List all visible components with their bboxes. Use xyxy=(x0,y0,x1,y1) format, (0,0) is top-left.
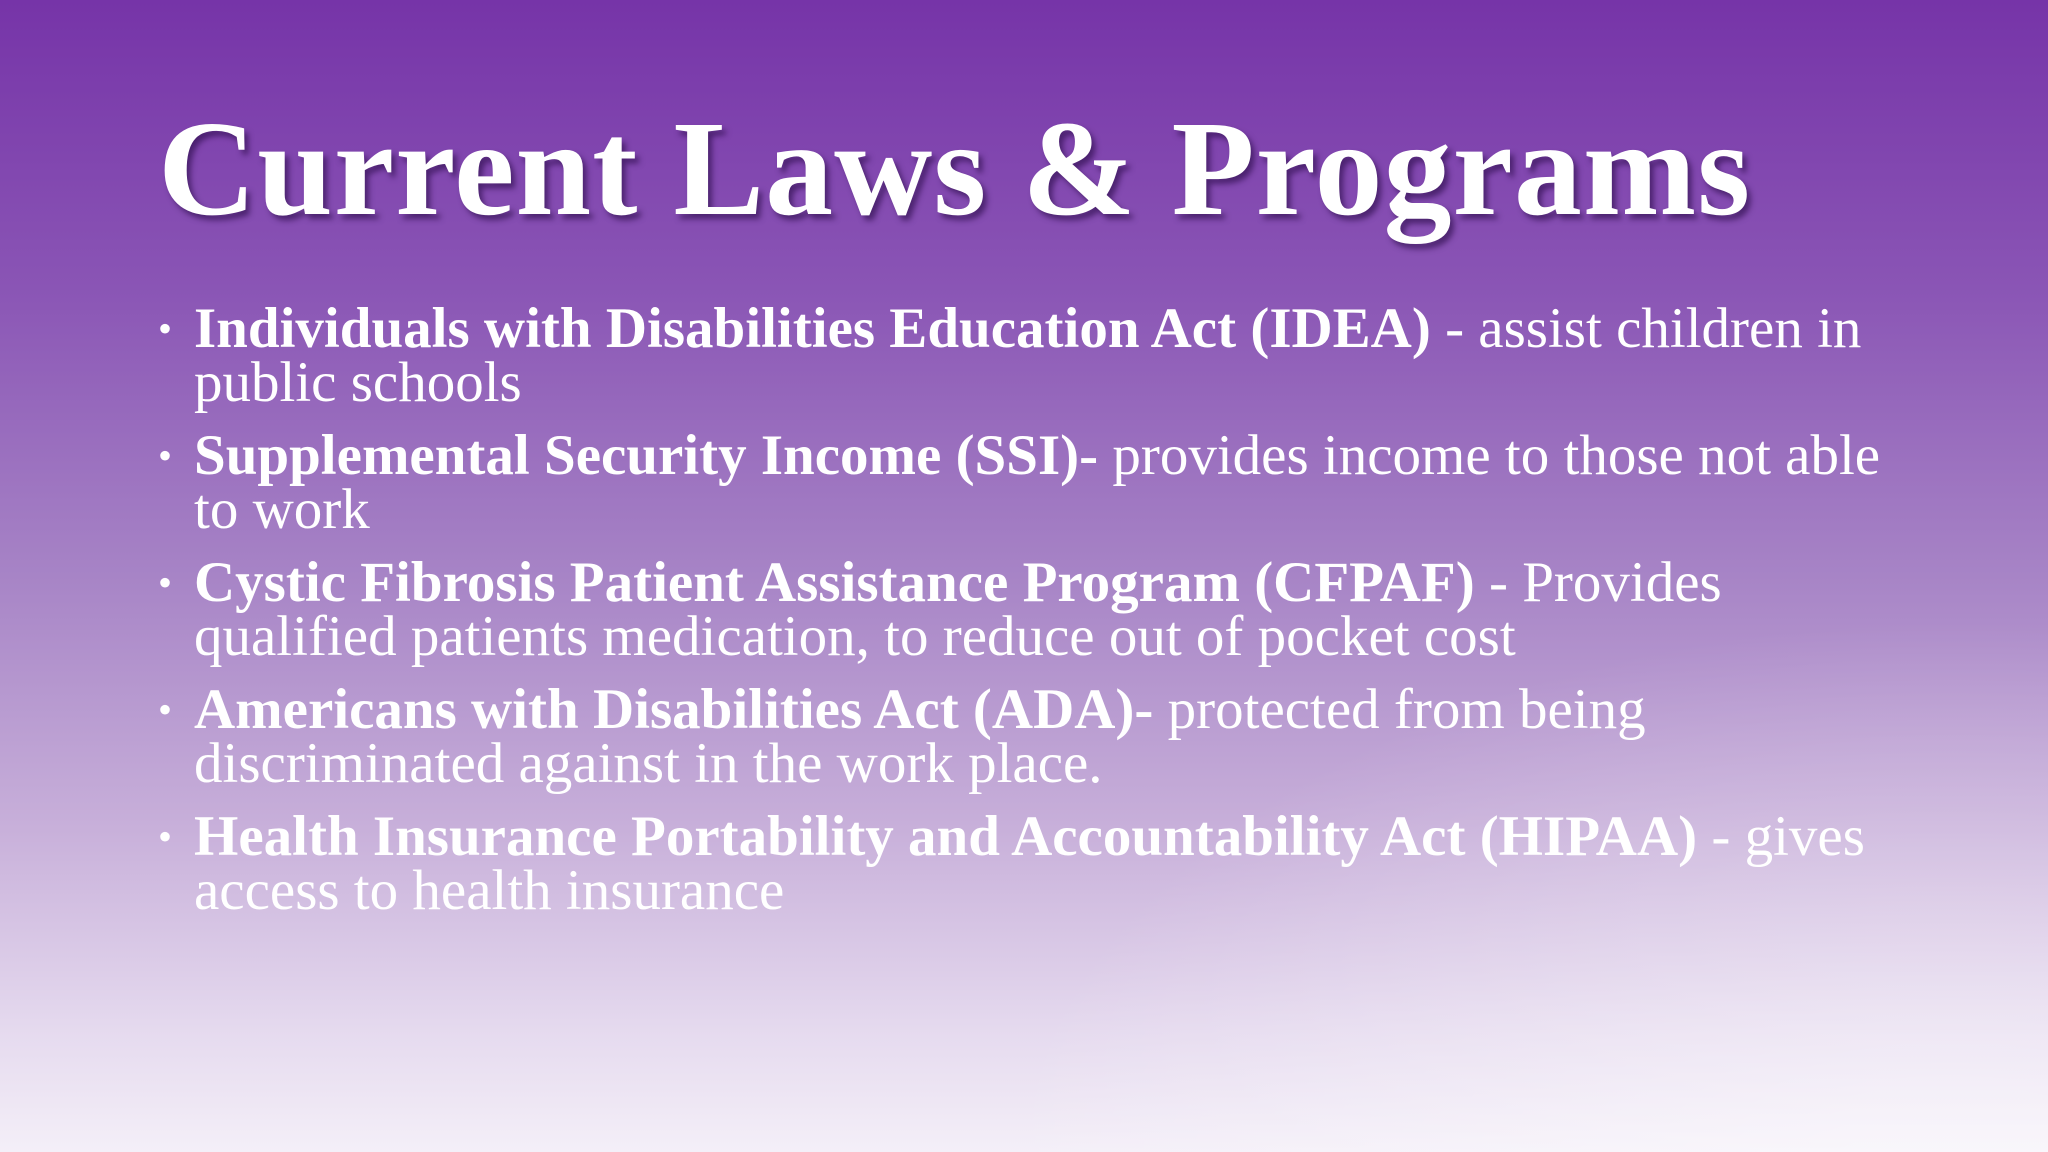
bullet-description: - Provides qualified patients medication, to reduce out of pocket cost xyxy=(194,551,1722,668)
bullet-marker: • xyxy=(158,814,173,859)
bullet-term: Cystic Fibrosis Patient Assistance Program (CFPAF) xyxy=(194,551,1475,614)
bullet-term: Individuals with Disabilities Education Act (IDEA) xyxy=(194,297,1431,360)
bullet-item-hipaa xyxy=(158,805,1898,922)
bullet-marker: • xyxy=(158,687,173,732)
bullet-item-cfpaf xyxy=(158,551,1898,668)
bullet-term: Americans with Disabilities Act (ADA)- xyxy=(194,678,1154,741)
bullet-marker: • xyxy=(158,433,173,478)
bullet-description: - gives access to health insurance xyxy=(194,805,1865,922)
bullet-term: Supplemental Security Income (SSI)- xyxy=(194,424,1099,487)
slide-title: Current Laws & Programs xyxy=(158,94,1752,244)
bullet-description: provides income to those not able to work xyxy=(194,424,1881,541)
bullet-item-idea xyxy=(158,297,1898,414)
bullet-marker: • xyxy=(158,560,173,605)
bullet-description: protected from being discriminated against in the work place. xyxy=(194,678,1646,795)
bullet-item-ssi xyxy=(158,424,1898,541)
bullet-marker: • xyxy=(158,306,173,351)
bullet-list xyxy=(158,297,1898,937)
bullet-description: - assist children in public schools xyxy=(194,297,1862,414)
bullet-item-ada xyxy=(158,678,1898,795)
bullet-term: Health Insurance Portability and Accountability Act (HIPAA) xyxy=(194,805,1698,868)
